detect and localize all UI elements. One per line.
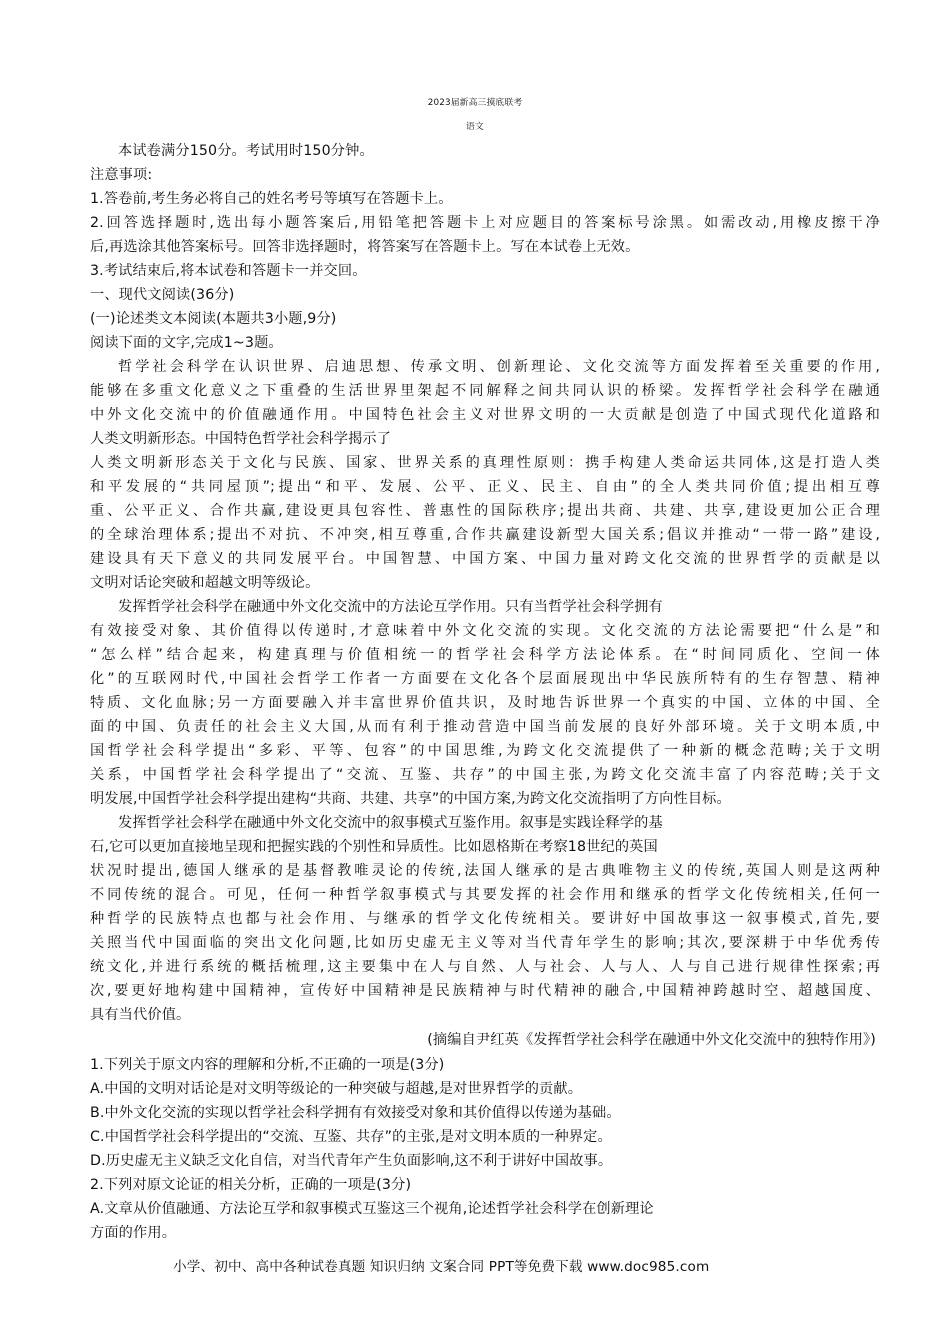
passage-line: 的全球治理体系;提出不对抗、不冲突,相互尊重,合作共赢建设新型大国关系;倡议并推动“一带一路”建设, <box>90 527 880 543</box>
passage-line: 国哲学社会科学提出“多彩、平等、包容”的中国思维,为跨文化交流提供了一种新的概念范畴;关于文明 <box>90 743 880 759</box>
passage-line: 文明对话论突破和超越文明等级论。 <box>90 575 320 591</box>
question-option: D.历史虚无主义缺乏文化自信，对当代青年产生负面影响,这不利于讲好中国故事。 <box>90 1153 613 1169</box>
passage-line: “怎么样”结合起来，构建真理与价值相统一的哲学社会科学方法论体系。在“时间同质化、空间一体 <box>90 647 880 663</box>
passage-line: 哲学社会科学在认识世界、启迪思想、传承文明、创新理论、文化交流等方面发挥着至关重要的作用, <box>118 359 880 375</box>
passage-line: 种哲学的民族特点也都与社会作用、与继承的哲学文化传统相关。要讲好中国故事这一叙事模式,首先,要 <box>90 911 880 927</box>
passage-line: 状况时提出,德国人继承的是基督教唯灵论的传统,法国人继承的是古典唯物主义的传统,英国人则是这两种 <box>90 863 880 879</box>
passage-line: 发挥哲学社会科学在融通中外文化交流中的叙事模式互鉴作用。叙事是实践诠释学的基 <box>118 815 663 831</box>
passage-line: 次,要更好地构建中国精神，宣传好中国精神是民族精神与时代精神的融合,中国精神跨越时空、超越国度、 <box>90 983 880 999</box>
passage-line: 特质、文化血脉;另一方面要融入并丰富世界价值共识，及时地告诉世界一个真实的中国、立体的中国、全 <box>90 695 880 711</box>
passage-line: 发挥哲学社会科学在融通中外文化交流中的方法论互学作用。只有当哲学社会科学拥有 <box>118 599 663 615</box>
passage-line: 关系，中国哲学社会科学提出了“交流、互鉴、共存”的中国主张,为跨文化交流丰富了内容范畴;关于文 <box>90 767 880 783</box>
notice-item: 2.回答选择题时,选出每小题答案后,用铅笔把答题卡上对应题目的答案标号涂黑。如需改动,用橡皮擦干净 <box>90 215 880 231</box>
notice-item: 1.答卷前,考生务必将自己的姓名考号等填写在答题卡上。 <box>90 191 453 207</box>
passage-line: 明发展,中国哲学社会科学提出建构“共商、共建、共享”的中国方案,为跨文化交流指明了方向性目标。 <box>90 791 731 807</box>
passage-line: 人类文明新形态。中国特色哲学社会科学揭示了 <box>90 431 392 447</box>
passage-line: 有效接受对象、其价值得以传递时,才意味着中外文化交流的实现。文化交流的方法论需要把“什么是”和 <box>90 623 880 639</box>
notice-item: 后,再选涂其他答案标号。回答非选择题时，将答案写在答题卡上。写在本试卷上无效。 <box>90 239 640 255</box>
question-option: 方面的作用。 <box>90 1225 177 1241</box>
passage-line: 面的中国、负责任的社会主义大国,从而有利于推动营造中国当前发展的良好外部环境。关于文明本质,中 <box>90 719 880 735</box>
notice-heading: 注意事项: <box>90 167 153 183</box>
passage-line: 石,它可以更加直接地呈现和把握实践的个别性和异质性。比如恩格斯在考察18世纪的英国 <box>90 839 658 855</box>
question-option: A.文章从价值融通、方法论互学和叙事模式互鉴这三个视角,论述哲学社会科学在创新理论 <box>90 1201 654 1217</box>
score-time-line: 本试卷满分150分。考试用时150分钟。 <box>118 143 374 159</box>
question-option: A.中国的文明对话论是对文明等级论的一种突破与超越,是对世界哲学的贡献。 <box>90 1081 583 1097</box>
exam-title: 2023届新高三摸底联考 <box>427 98 523 108</box>
passage-line: 人类文明新形态关于文化与民族、国家、世界关系的真理性原则：携手构建人类命运共同体,这是打造人类 <box>90 455 880 471</box>
passage-line: 和平发展的“共同屋顶”;提出“和平、发展、公平、正义、民主、自由”的全人类共同价值;提出相互尊 <box>90 479 880 495</box>
subject-title: 语文 <box>466 122 484 132</box>
question-stem: 2.下列对原文论证的相关分析，正确的一项是(3分) <box>90 1177 412 1193</box>
passage-line: 具有当代价值。 <box>90 1007 191 1023</box>
notice-item: 3.考试结束后,将本试卷和答题卡一并交回。 <box>90 263 367 279</box>
sub-section-heading: (一)论述类文本阅读(本题共3小题,9分) <box>90 311 337 327</box>
passage-line: 重、公平正义、合作共赢,建设更具包容性、普惠性的国际秩序;提出共商、共建、共享,建设更加公正合理 <box>90 503 880 519</box>
passage-line: 关照当代中国面临的突出文化问题,比如历史虚无主义等对当代青年学生的影响;其次,要深耕于中华优秀传 <box>90 935 880 951</box>
passage-line: 化”的互联网时代,中国社会哲学工作者一方面要在文化各个层面展现出中华民族所特有的生存智慧、精神 <box>90 671 880 687</box>
page-footer: 小学、初中、高中各种试卷真题 知识归纳 文案合同 PPT等免费下载 www.doc985.com <box>173 1259 710 1275</box>
question-stem: 1.下列关于原文内容的理解和分析,不正确的一项是(3分) <box>90 1057 445 1073</box>
question-option: C.中国哲学社会科学提出的“交流、互鉴、共存”的主张,是对文明本质的一种界定。 <box>90 1129 612 1145</box>
passage-line: 统文化,并进行系统的概括梳理,这主要集中在人与自然、人与社会、人与人、人与自己进行规律性探索;再 <box>90 959 880 975</box>
passage-line: 建设具有天下意义的共同发展平台。中国智慧、中国方案、中国力量对跨文化交流的世界哲学的贡献是以 <box>90 551 880 567</box>
section-heading: 一、现代文阅读(36分) <box>90 287 235 303</box>
reading-instruction: 阅读下面的文字,完成1~3题。 <box>90 335 283 351</box>
passage-line: 中外文化交流中的价值融通作用。中国特色社会主义对世界文明的一大贡献是创造了中国式现代化道路和 <box>90 407 880 423</box>
passage-line: 能够在多重文化意义之下重叠的生活世界里架起不同解释之间共同认识的桥梁。发挥哲学社会科学在融通 <box>90 383 880 399</box>
passage-line: 不同传统的混合。可见，任何一种哲学叙事模式与其要发挥的社会作用和继承的哲学文化传统相关,任何一 <box>90 887 880 903</box>
question-option: B.中外文化交流的实现以哲学社会科学拥有有效接受对象和其价值得以传递为基础。 <box>90 1105 621 1121</box>
passage-source: (摘编自尹红英《发挥哲学社会科学在融通中外文化交流中的独特作用》) <box>427 1032 876 1048</box>
